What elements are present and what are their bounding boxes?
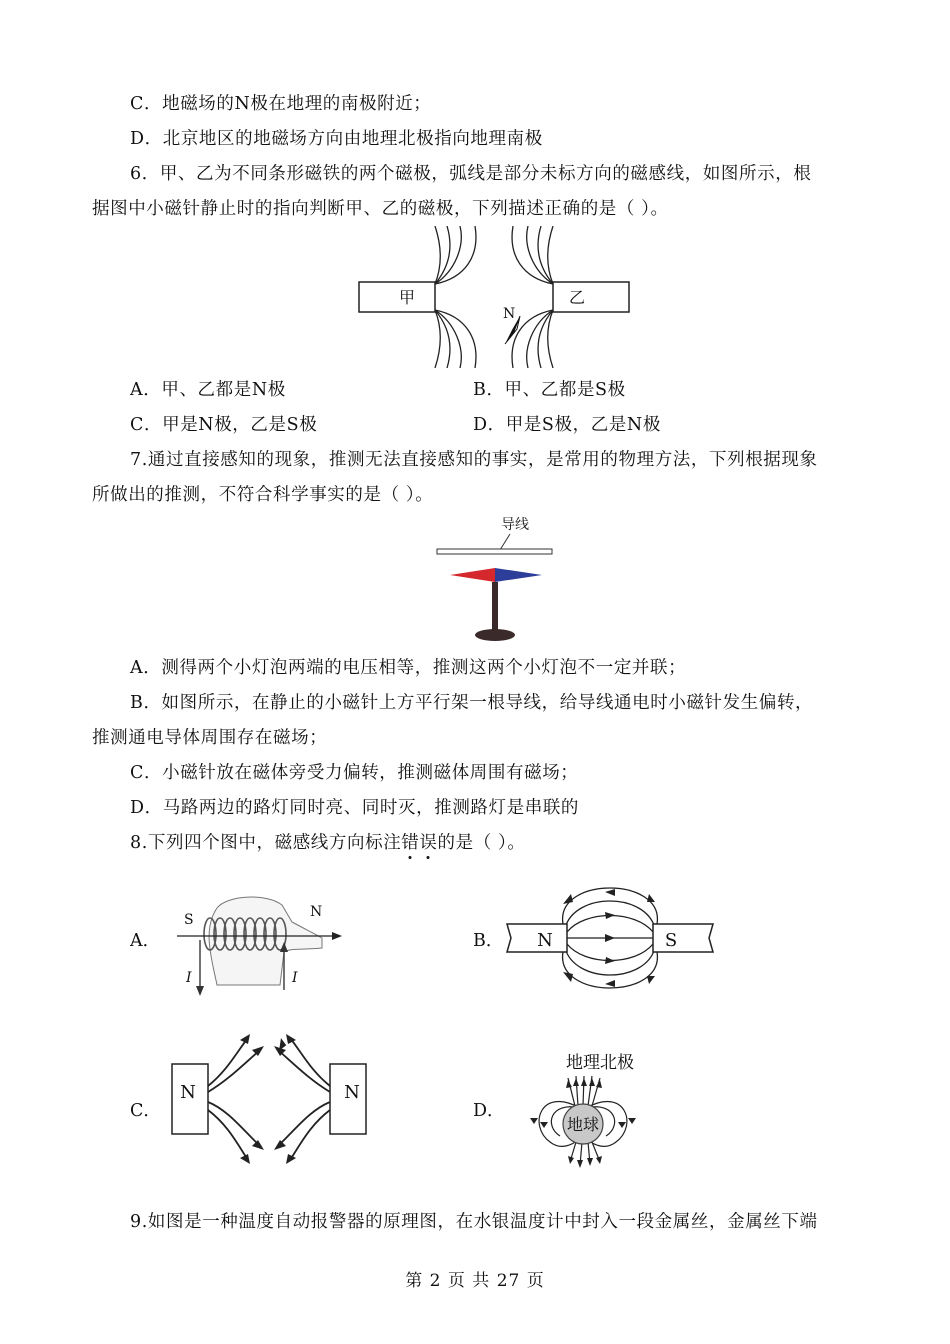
- q7-option-c: C．小磁针放在磁体旁受力偏转，推测磁体周围有磁场；: [130, 763, 579, 783]
- q8a-current-label-left: I: [186, 970, 192, 986]
- magnet-jia: [359, 282, 435, 312]
- q7-wire-compass-figure: [430, 512, 560, 644]
- wire: [437, 549, 552, 554]
- q7-option-a: A．测得两个小灯泡两端的电压相等，推测这两个小灯泡不一定并联；: [130, 658, 687, 678]
- q8d-earth-figure: [520, 1046, 650, 1176]
- q8a-s-label: S: [184, 912, 194, 928]
- q5-option-c: C．地磁场的N极在地理的南极附近；: [130, 94, 432, 114]
- needle-stand: [492, 582, 498, 632]
- q8d-geographic-north-label: 地理北极: [566, 1053, 634, 1073]
- q6-stem-line2: 据图中小磁针静止时的指向判断甲、乙的磁极，下列描述正确的是（ ）。: [92, 199, 669, 219]
- q6-stem-line1: 6．甲、乙为不同条形磁铁的两个磁极，弧线是部分未标方向的磁感线，如图所示，根: [130, 164, 812, 184]
- needle-red-half: [450, 568, 495, 582]
- magnet-yi: [553, 282, 629, 312]
- q8-label-d: D．: [473, 1101, 505, 1121]
- q8a-solenoid-figure: [172, 890, 352, 1005]
- q6-option-c: C．甲是N极，乙是S极: [130, 415, 318, 435]
- q7-option-d: D．马路两边的路灯同时亮、同时灭，推测路灯是串联的: [130, 798, 580, 818]
- emphasis-char: 错: [401, 833, 420, 853]
- pole-yi-label: 乙: [568, 288, 586, 307]
- needle-n-label: N: [503, 306, 516, 322]
- pole-jia-label: 甲: [398, 288, 416, 307]
- q7-stem-line1: 7.通过直接感知的现象，推测无法直接感知的事实，是常用的物理方法，下列根据现象: [130, 450, 818, 470]
- q7-stem-line2: 所做出的推测，不符合科学事实的是（ ）。: [92, 485, 434, 505]
- q6-option-a: A．甲、乙都是N极: [130, 380, 286, 400]
- q8b-ns-magnets-figure: [505, 866, 715, 1011]
- q7-option-b-line1: B．如图所示，在静止的小磁针上方平行架一根导线，给导线通电时小磁针发生偏转，: [130, 693, 814, 713]
- q8b-n-label: N: [537, 930, 553, 951]
- q8b-s-label: S: [664, 930, 678, 951]
- emphasis-char: 误: [419, 833, 438, 853]
- q8-label-c: C．: [130, 1101, 161, 1121]
- page-footer: 第 2 页 共 27 页: [405, 1271, 545, 1291]
- q8-stem: 8.下列四个图中，磁感线方向标注错误的是（ ）。: [130, 833, 526, 853]
- q8d-earth-label: 地球: [566, 1115, 600, 1134]
- needle-blue-half: [495, 568, 542, 582]
- q6-option-d: D．甲是S极，乙是N极: [473, 415, 661, 435]
- needle-base: [475, 629, 515, 641]
- q8c-n-left-label: N: [180, 1082, 196, 1103]
- q8a-current-label-right: I: [292, 970, 298, 986]
- q8a-n-label: N: [310, 904, 323, 920]
- q8-label-a: A．: [130, 931, 161, 951]
- q5-option-d: D．北京地区的地磁场方向由地理北极指向地理南极: [130, 129, 543, 149]
- q8b-magnet-s: [653, 924, 713, 952]
- q8c-n-right-label: N: [344, 1082, 360, 1103]
- q6-magnet-figure: [355, 226, 633, 368]
- q6-option-b: B．甲、乙都是S极: [473, 380, 626, 400]
- wire-label: 导线: [501, 517, 529, 533]
- q8c-nn-magnets-figure: [168, 1030, 368, 1170]
- q7-option-b-line2: 推测通电导体周围存在磁场；: [92, 728, 328, 748]
- q8-label-b: B．: [473, 931, 504, 951]
- q9-stem-line1: 9.如图是一种温度自动报警器的原理图，在水银温度计中封入一段金属丝，金属丝下端: [130, 1212, 818, 1232]
